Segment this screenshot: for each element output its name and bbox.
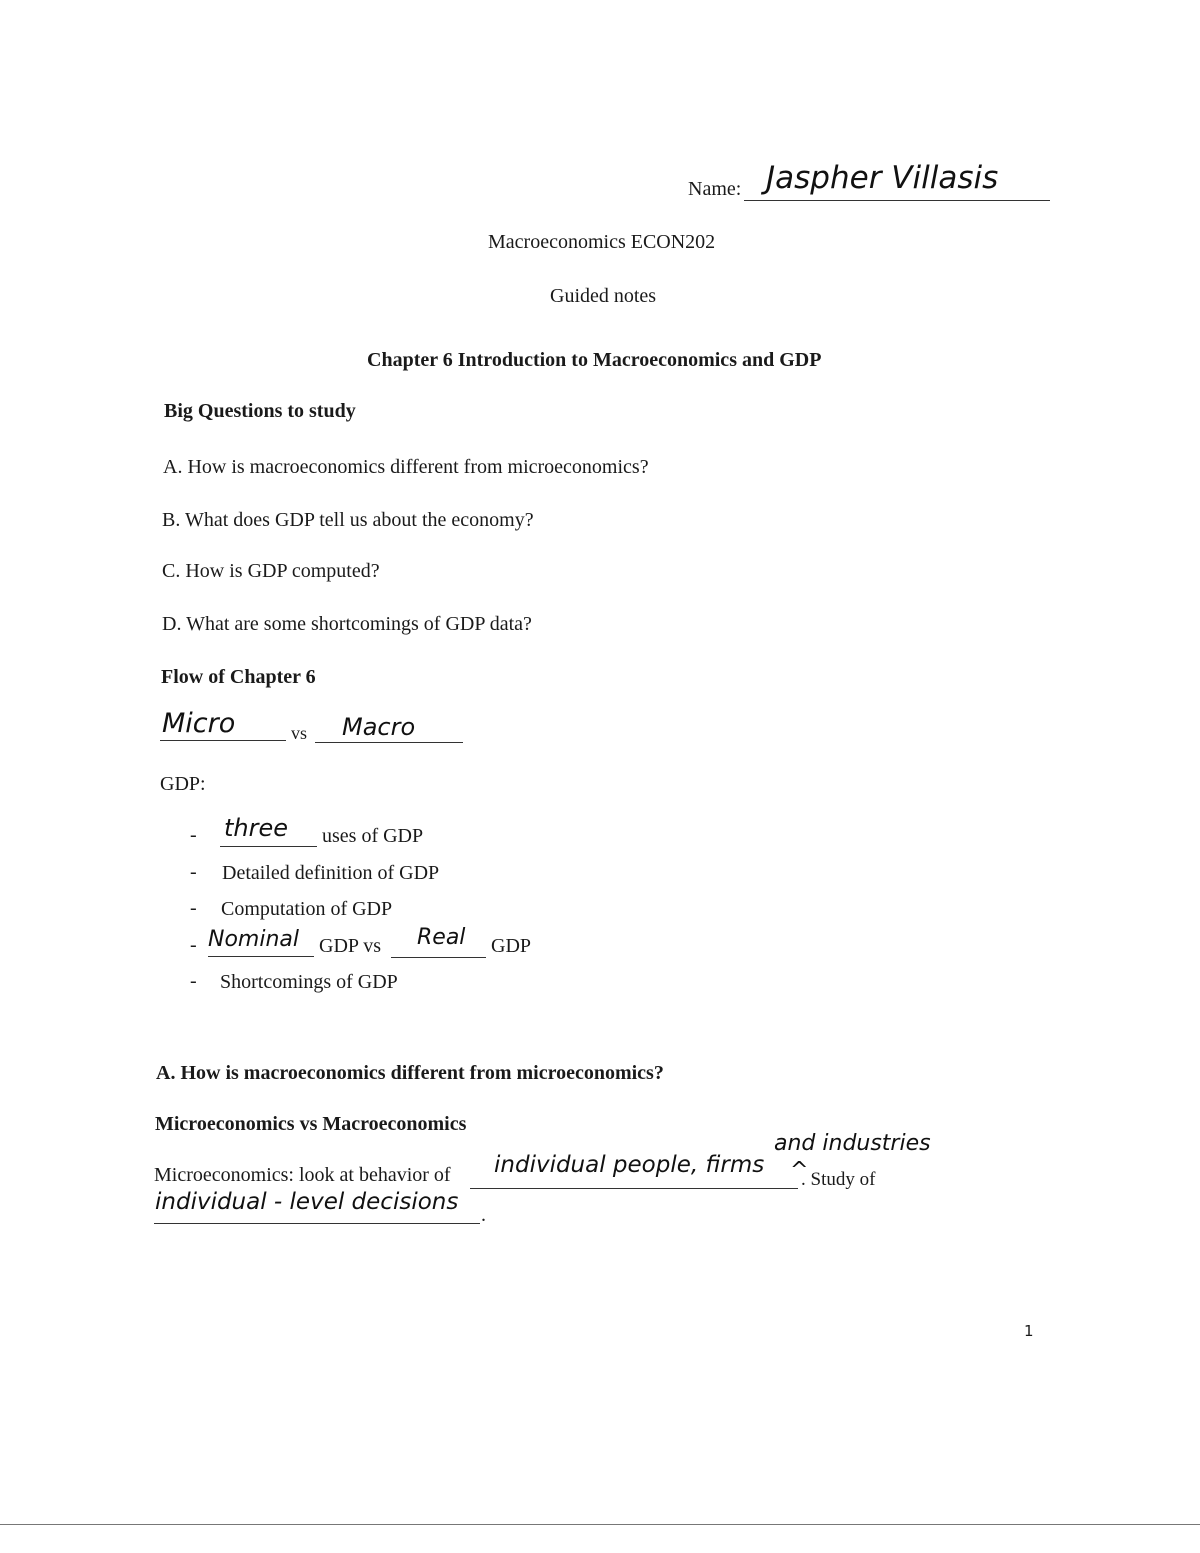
bullet-dash: -	[190, 824, 197, 846]
nominal-blank	[208, 956, 314, 957]
name-handwritten: Jaspher Villasis	[766, 160, 999, 196]
gdp-end-text: GDP	[491, 935, 532, 957]
question-c: C. How is GDP computed?	[162, 560, 380, 582]
big-questions-heading: Big Questions to study	[164, 400, 356, 422]
uses-blank	[220, 846, 317, 847]
question-d: D. What are some shortcomings of GDP data?	[162, 613, 532, 635]
macro-blank	[315, 742, 463, 743]
name-label: Name:	[688, 178, 742, 200]
scan-edge-line	[0, 1524, 1200, 1525]
microeconomics-definition-prefix: Microeconomics: look at behavior of	[154, 1164, 451, 1186]
computation-of-gdp-text: Computation of GDP	[221, 898, 393, 920]
name-underline	[744, 200, 1050, 201]
chapter-title: Chapter 6 Introduction to Macroeconomics and GDP	[367, 349, 822, 371]
micro-answer: Micro	[162, 708, 236, 739]
decisions-period: .	[481, 1204, 486, 1226]
bullet-dash: -	[190, 970, 197, 992]
section-a-heading: A. How is macroeconomics different from microeconomics?	[156, 1062, 664, 1084]
definition-of-gdp-text: Detailed definition of GDP	[222, 862, 440, 884]
micro-vs-macro-subheading: Microeconomics vs Macroeconomics	[155, 1113, 467, 1135]
document-subtitle: Guided notes	[550, 285, 657, 307]
behavior-blank	[470, 1188, 798, 1189]
decisions-answer: individual - level decisions	[155, 1189, 459, 1215]
behavior-answer: individual people, firms	[494, 1152, 765, 1178]
bullet-dash: -	[190, 861, 197, 883]
flow-heading: Flow of Chapter 6	[161, 666, 316, 688]
three-answer: three	[224, 814, 289, 842]
macro-answer: Macro	[342, 713, 416, 741]
real-answer: Real	[417, 925, 466, 950]
bullet-dash: -	[190, 897, 197, 919]
question-b: B. What does GDP tell us about the economy?	[162, 509, 534, 531]
nominal-answer: Nominal	[208, 927, 299, 952]
course-title: Macroeconomics ECON202	[488, 231, 716, 253]
shortcomings-of-gdp-text: Shortcomings of GDP	[220, 971, 398, 993]
vs-label: vs	[291, 723, 308, 743]
micro-blank	[160, 740, 286, 741]
gdp-vs-text: GDP vs	[319, 935, 382, 957]
real-blank	[391, 957, 486, 958]
gdp-label: GDP:	[160, 773, 206, 795]
uses-of-gdp-text: uses of GDP	[322, 825, 424, 847]
page-number: 1	[1024, 1322, 1034, 1340]
decisions-blank	[154, 1223, 480, 1224]
insertion-caret: ^	[790, 1158, 809, 1183]
insertion-handwritten: and industries	[774, 1131, 931, 1156]
study-of-text: . Study of	[801, 1169, 876, 1190]
bullet-dash: -	[190, 934, 197, 956]
question-a: A. How is macroeconomics different from microeconomics?	[163, 456, 649, 478]
